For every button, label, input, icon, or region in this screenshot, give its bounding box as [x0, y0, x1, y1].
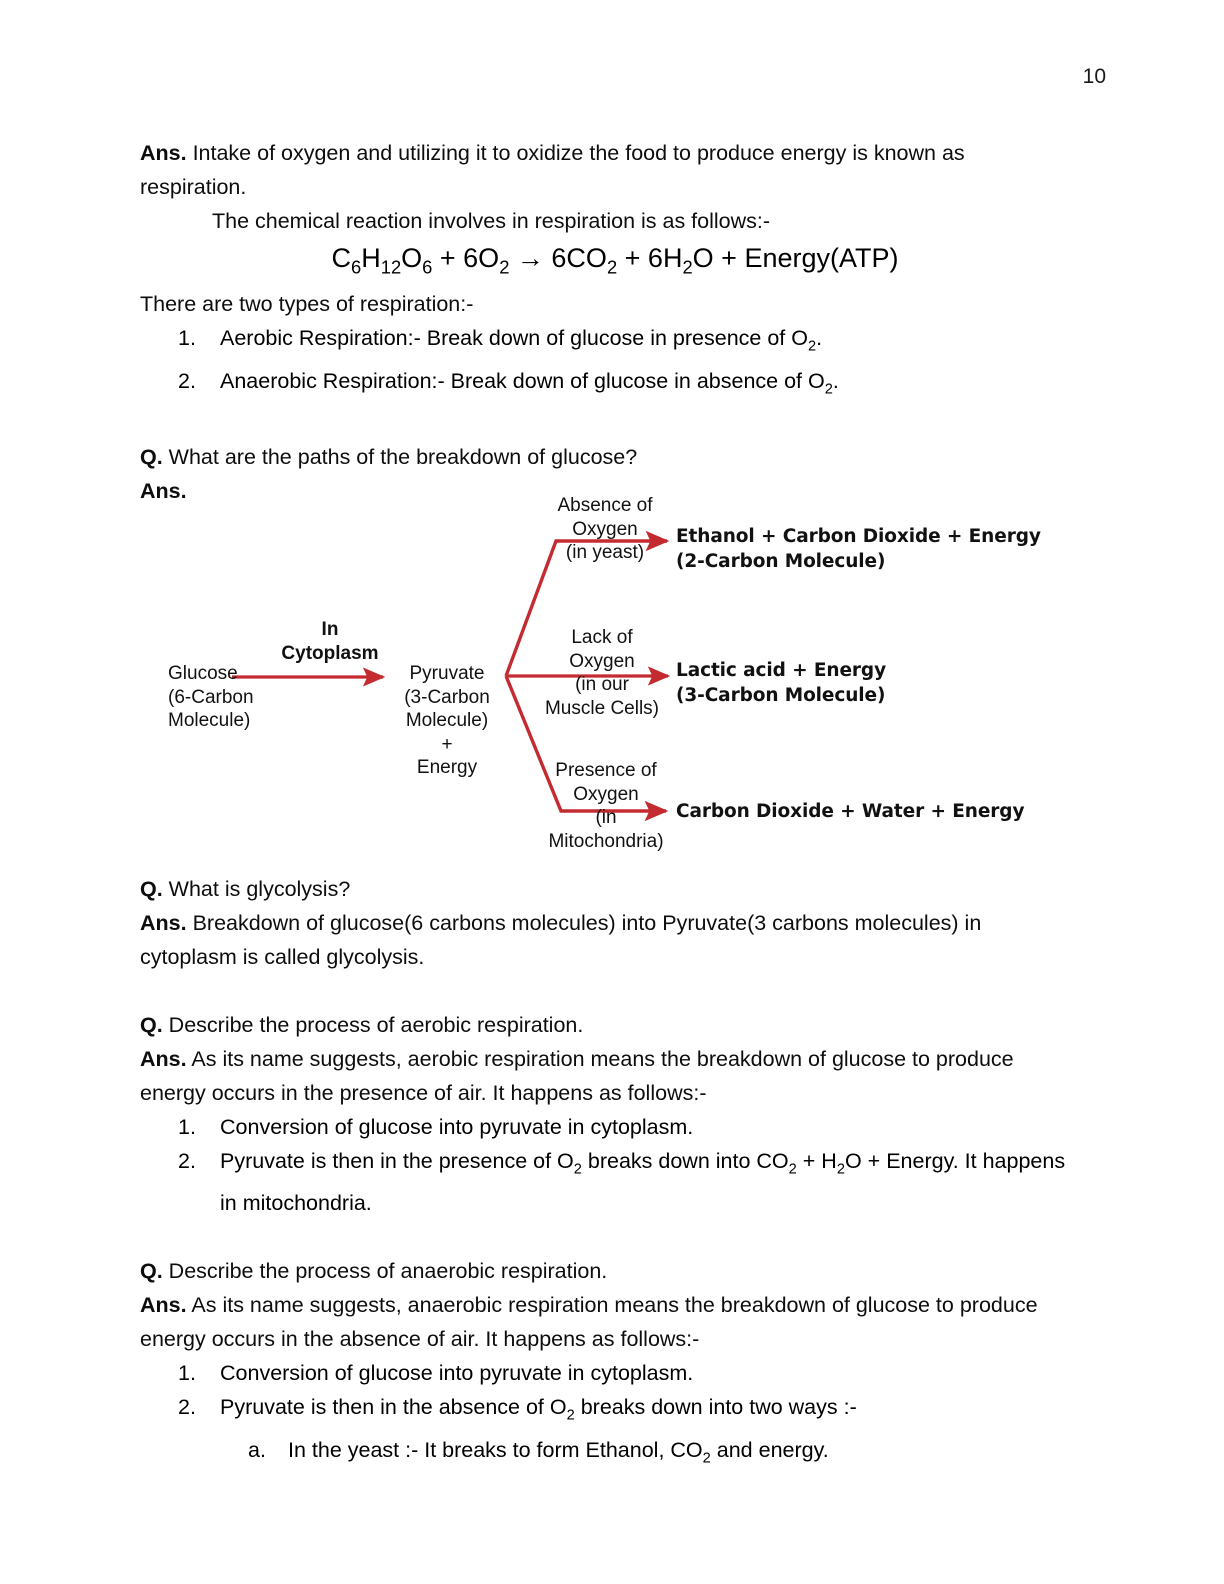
respiration-types-list — [140, 321, 1072, 406]
list-seg1: Pyruvate is then in the presence of O — [220, 1149, 574, 1173]
product-lactic-line2: (3-Carbon Molecule) — [676, 685, 886, 706]
node-pyruvate-line1: Pyruvate — [409, 663, 485, 684]
answer-glycolysis — [140, 906, 1072, 974]
question-anaerobic — [140, 1254, 1072, 1288]
list-sub1: 2 — [573, 1161, 582, 1178]
label-lack-of-oxygen — [528, 626, 676, 720]
list-sub: 2 — [807, 338, 817, 355]
node-glucose-line3: Molecule) — [168, 710, 251, 731]
answer-text: As its name suggests, anaerobic respiration means the breakdown of glucose to produce energy occurs in the absence of air. It happens as follows:- — [140, 1293, 1038, 1352]
list-text: Conversion of glucose into pyruvate in cytoplasm. — [220, 1115, 694, 1139]
list-marker: 1. — [178, 1361, 196, 1386]
product-co2-line1: Carbon Dioxide + Water + Energy — [676, 801, 1025, 822]
answer-respiration-block — [140, 136, 1072, 508]
list-sub1: 2 — [702, 1449, 711, 1466]
spacer — [140, 406, 1072, 440]
label-absence-of-oxygen — [538, 494, 672, 565]
eq-sub-6b: 6 — [422, 256, 433, 278]
list-seg2: breaks down into two ways :- — [574, 1395, 857, 1420]
node-pyruvate-line4: + — [441, 733, 453, 755]
list-text-after: . — [816, 326, 823, 351]
eq-sub-2b: 2 — [606, 256, 618, 278]
product-ethanol-line1: Ethanol + Carbon Dioxide + Energy — [676, 526, 1041, 547]
answer-aerobic — [140, 1042, 1072, 1110]
spacer — [140, 974, 1072, 1008]
ans-label: Ans. — [140, 1293, 187, 1318]
eq-sub-2a: 2 — [499, 256, 510, 278]
q-label: Q. — [140, 1013, 163, 1037]
lower-qa-block — [140, 872, 1072, 1475]
list-item — [140, 1110, 1072, 1144]
node-pyruvate-line3: Molecule) — [405, 710, 489, 731]
label-absence-line1: Absence of — [557, 495, 653, 516]
question-glucose-paths — [140, 440, 1072, 474]
list-seg3: + H — [796, 1149, 837, 1173]
product-ethanol — [676, 524, 1041, 574]
types-intro: There are two types of respiration:- — [140, 292, 474, 317]
label-in-cytoplasm — [250, 618, 410, 665]
list-sub1: 2 — [566, 1407, 575, 1424]
list-marker: 2. — [178, 1149, 196, 1173]
list-item — [140, 1144, 1072, 1220]
q-label: Q. — [140, 444, 163, 469]
node-pyruvate-line2: (3-Carbon — [404, 686, 490, 708]
spacer — [140, 1220, 1072, 1254]
list-marker: 2. — [178, 1395, 196, 1420]
list-text: Aerobic Respiration:- Break down of glucose in presence of O — [220, 326, 808, 351]
label-in-cytoplasm-line1: In — [321, 619, 339, 640]
answer-text: As its name suggests, aerobic respiration means the breakdown of glucose to produce energy occurs in the presence of air. It happens as follows:- — [140, 1047, 1014, 1105]
node-pyruvate-line5: Energy — [416, 757, 478, 778]
label-lack-line4: Muscle Cells) — [544, 697, 660, 719]
q-label: Q. — [140, 877, 163, 901]
eq-h: H — [361, 243, 381, 273]
eq-sub-2c: 2 — [682, 256, 693, 278]
list-sub3: 2 — [836, 1161, 845, 1178]
product-carbon-dioxide-water — [676, 799, 1024, 824]
list-sub: 2 — [824, 380, 833, 397]
eq-plus-o2: + 6O — [432, 243, 500, 273]
label-presence-of-oxygen — [532, 759, 680, 853]
label-absence-line2: Oxygen — [572, 518, 638, 540]
list-seg2: and energy. — [710, 1437, 829, 1462]
question-text: Describe the process of aerobic respiration. — [162, 1013, 584, 1037]
label-presence-line3: (in — [595, 807, 617, 828]
eq-plus-h2: + 6H — [617, 243, 683, 273]
label-presence-line1: Presence of — [555, 760, 657, 781]
list-marker: a. — [248, 1437, 266, 1462]
list-item — [140, 364, 1072, 406]
list-marker: 1. — [178, 1115, 196, 1139]
list-item — [140, 321, 1072, 363]
list-item — [140, 1390, 1072, 1432]
node-pyruvate — [388, 662, 506, 780]
node-glucose — [168, 662, 254, 733]
label-in-cytoplasm-line2: Cytoplasm — [281, 642, 379, 664]
anaerobic-substeps-list — [140, 1433, 1072, 1475]
product-lactic-line1: Lactic acid + Energy — [676, 660, 887, 681]
question-text: What is glycolysis? — [162, 877, 351, 901]
q-label: Q. — [140, 1259, 163, 1284]
ans-label: Ans. — [140, 141, 187, 165]
label-presence-line2: Oxygen — [573, 783, 639, 805]
answer-respiration-paragraph — [140, 136, 1072, 204]
list-seg1: In the yeast :- It breaks to form Ethanol, CO — [288, 1437, 703, 1462]
list-seg2: breaks down into CO — [581, 1149, 789, 1173]
question-text: Describe the process of anaerobic respiration. — [162, 1259, 608, 1284]
answer-respiration-text: Intake of oxygen and utilizing it to oxidize the food to produce energy is known as respiration. — [140, 141, 965, 199]
label-lack-line2: Oxygen — [569, 650, 635, 672]
list-item — [140, 1356, 1072, 1390]
answer-text: Breakdown of glucose(6 carbons molecules) into Pyruvate(3 carbons molecules) in cytoplasm is called glycolysis. — [140, 911, 982, 969]
eq-o: O — [401, 243, 423, 273]
list-seg4: O + Energy. It happens in mitochondria. — [220, 1149, 1066, 1216]
question-aerobic — [140, 1008, 1072, 1042]
ans-label: Ans. — [140, 911, 187, 935]
anaerobic-steps-list — [140, 1356, 1072, 1432]
list-text: Conversion of glucose into pyruvate in cytoplasm. — [220, 1361, 694, 1386]
list-marker: 1. — [178, 326, 196, 351]
label-presence-line4: Mitochondria) — [548, 830, 664, 852]
respiration-equation — [140, 238, 1072, 287]
label-absence-line3: (in yeast) — [565, 542, 645, 563]
eq-water-energy: O + Energy(ATP) — [692, 243, 899, 273]
chemical-reaction-intro: The chemical reaction involves in respiration is as follows:- — [212, 209, 771, 233]
node-glucose-line1: Glucose — [168, 663, 238, 684]
ans-label: Ans. — [140, 478, 187, 503]
list-seg1: Pyruvate is then in the absence of O — [220, 1395, 567, 1420]
glucose-breakdown-diagram — [140, 478, 1072, 872]
page-number: 10 — [1082, 65, 1106, 88]
list-item — [140, 1433, 1072, 1475]
eq-c: C — [331, 243, 352, 273]
label-lack-line1: Lack of — [571, 627, 633, 648]
eq-arrow-co2: → 6CO — [509, 243, 607, 273]
eq-sub-12: 12 — [380, 256, 402, 278]
ans-label: Ans. — [140, 1047, 187, 1071]
eq-sub-6a: 6 — [351, 256, 362, 278]
product-lactic-acid — [676, 658, 886, 708]
node-glucose-line2: (6-Carbon — [168, 686, 254, 708]
list-sub2: 2 — [788, 1161, 797, 1178]
product-ethanol-line2: (2-Carbon Molecule) — [676, 551, 886, 572]
list-text-after: . — [832, 368, 839, 393]
question-glycolysis — [140, 872, 1072, 906]
answer-anaerobic — [140, 1288, 1072, 1356]
aerobic-steps-list — [140, 1110, 1072, 1220]
label-lack-line3: (in our — [575, 674, 629, 695]
list-marker: 2. — [178, 368, 196, 393]
question-text: What are the paths of the breakdown of glucose? — [162, 444, 638, 469]
list-text: Anaerobic Respiration:- Break down of glucose in absence of O — [220, 368, 825, 393]
